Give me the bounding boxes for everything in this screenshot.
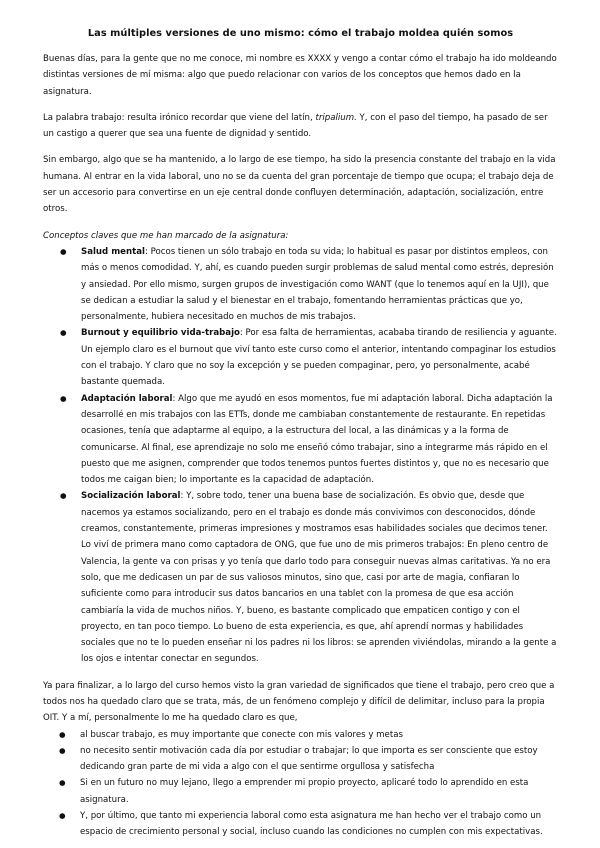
concept-item [43,488,558,667]
final-paragraph: Ya para finalizar, a lo largo del curso hemos visto la gran variedad de significados que tiene el trabajo, pero creo que a todos nos ha quedado claro que se trata, más, de un fenómeno complejo y difícil de delimitar, incluso para la propia OIT. Y a mí, personalmente lo me ha quedado claro es que, [43,680,555,724]
concept-text: : Algo que me ayudó en esos momentos, fue mi adaptación laboral. Dicha adaptación la desarrollé en mis trabajos con las ETTs, donde me cambiaban constantemente de restaurante. En repetidas ocasiones, tenía que adaptarme al equipo, a la estructura del local, a las dinámicas y a la forma de comunicarse. Al final, ese aprendizaje no solo me enseñó cómo trabajar, sino a integrarme más rápido en el puesto que me asignen, comprender que todos tenemos puntos fuertes distintos y, que no es necesario que todos me caigan bien; lo importante es la capacidad de adaptación. [81,393,553,486]
concept-text: : Y, sobre todo, tener una buena base de socialización. Es obvio que, desde que nacemos ya estamos socializando, pero en el trabajo es donde más convivimos con desconocidos, dónde creamos, constantemente, primeras impresiones y mostramos esas habilidades sociales que decimos tener. Lo viví de primera mano como captadora de ONG, que fue uno de mis primeros trabajos: En pleno centro de Valencia, la gente va con prisas y yo tenía que darlo todo para conseguir nuevas almas caritativas. Ya no era solo, que me dedicasen un par de sus valiosos minutos, sino que, casi por arte de magia, confiaran lo suficiente como para introducir sus datos bancarios en una tablet con la promesa de que esa acción cambiaría la vida de muchos niños. Y, bueno, es bastante complicado que empaticen contigo y con el proyecto, en tan poco tiempo. Lo bueno de esta experiencia, es que, ahí aprendí normas y habilidades sociales que no te lo pueden enseñar ni los padres ni los libros: se aprenden viviéndolas, mirando a la gente a los ojos e intentar conectar en segundos. [81,491,557,665]
concepts-list [43,244,558,668]
final-item: ● Y, por último, que tanto mi experiencia laboral como esta asignatura me han hecho ver el trabajo como un espacio de crecimiento personal y social, incluso cuando las condiciones no cumplen con mis expectativas. [43,808,558,841]
concept-item [43,244,558,325]
latin-text-before: La palabra trabajo: resulta irónico recordar que viene del latín, [43,112,316,123]
concepts-heading: Conceptos claves que me han marcado de la asignatura: [43,230,289,241]
final-item: ● Si en un futuro no muy lejano, llego a emprender mi propio proyecto, aplicaré todo lo aprendido en esta asignatura. [43,775,558,808]
latin-word: tripalium. [315,112,357,123]
concept-term: Burnout y equilibrio vida-trabajo [81,328,240,339]
intro-paragraph: Buenas días, para la gente que no me conoce, mi nombre es XXXX y vengo a contar cómo el trabajo ha ido moldeando distintas versiones de mí misma: algo que puedo relacionar con varios de los conceptos que hemos dado en la asignatura. [43,54,557,97]
concept-term: Adaptación laboral [81,393,173,404]
latin-paragraph [43,110,558,143]
concept-text: : Pocos tienen un sólo trabajo en toda su vida; lo habitual es pasar por distintos empleos, con más o menos comodidad. Y, ahí, es cuando pueden surgir problemas de salud mental como estrés, depresión y ansiedad. Por ello mismo, surgen grupos de investigación como WANT (que lo tenemos aquí en la UJI), que se dedican a estudiar la salud y el bienestar en el trabajo, fomentando herramientas prácticas que yo, personalmente, hubiera necesitado en muchos de mis trabajos. [81,246,554,323]
concept-text: : Por esa falta de herramientas, acababa tirando de resiliencia y aguante. Un ejemplo claro es el burnout que viví tanto este curso como el anterior, intentando compaginar los estudios con el trabajo. Y claro que no soy la excepción y se pueden compaginar, pero, yo personalmente, acabé bastante quemada. [81,328,557,388]
document-title: Las múltiples versiones de uno mismo: cómo el trabajo moldea quién somos [87,28,514,39]
concept-item [43,325,558,390]
concept-term: Salud mental [81,246,145,257]
final-item: ● no necesito sentir motivación cada día por estudiar o trabajar; lo que importa es ser consciente que estoy dedicando gran parte de mi vida a algo con el que sentirme orgullosa y satisfecha [43,743,558,776]
embargo-paragraph: Sin embargo, algo que se ha mantenido, a lo largo de ese tiempo, ha sido la presencia constante del trabajo en la vida humana. Al entrar en la vida laboral, uno no se da cuenta del gran porcentaje de tiempo que ocupa; el trabajo deja de ser un accesorio para convertirse en un eje central donde confluyen determinación, adaptación, socialización, entre otros. [43,155,556,215]
latin-text-after: Y, con el paso del tiempo, ha pasado de ser un castigo a querer que sea una fuente de dignidad y sentido. [43,112,548,140]
concept-item [43,391,558,489]
concept-term: Socialización laboral [81,491,181,502]
final-list [43,727,558,841]
final-item: ● al buscar trabajo, es muy importante que conecte con mis valores y metas [43,727,558,743]
